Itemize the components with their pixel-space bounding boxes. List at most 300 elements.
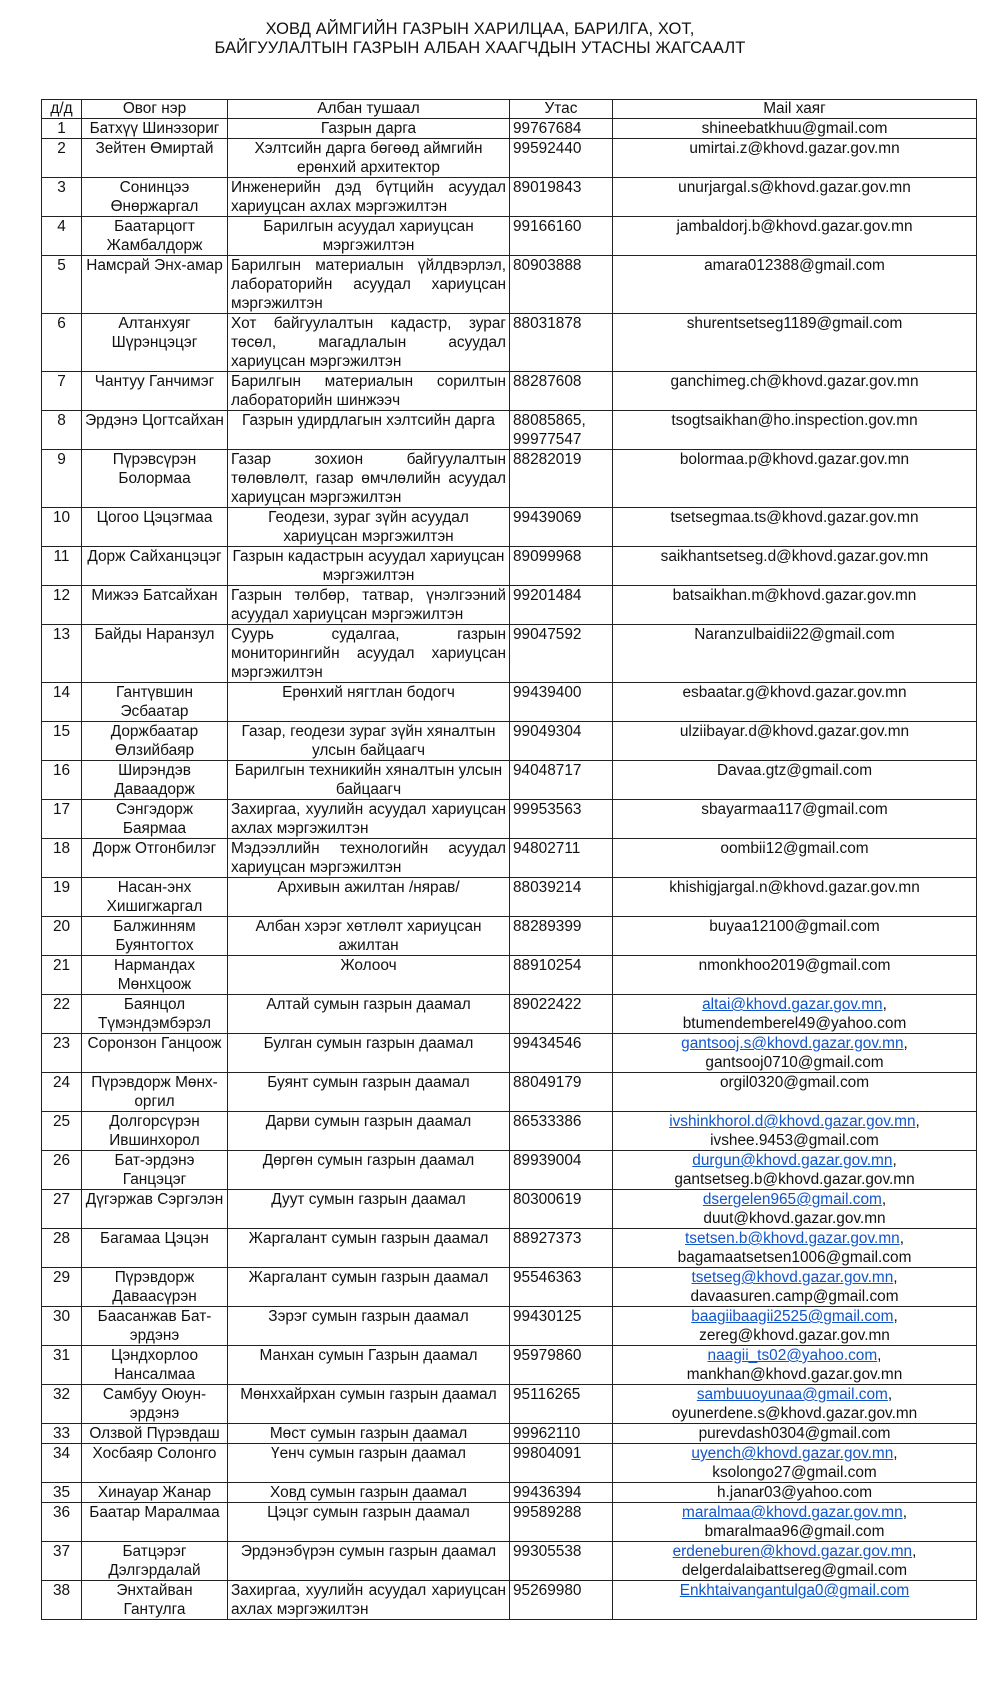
- job-position: Геодези, зураг зүйн асуудал хариуцсан мэргэжилтэн: [228, 508, 510, 547]
- job-position: Мөст сумын газрын даамал: [228, 1424, 510, 1444]
- employee-name: Насан-энх Хишигжаргал: [82, 878, 228, 917]
- table-row: [42, 1151, 977, 1190]
- email-address: tsetsegmaa.ts@khovd.gazar.gov.mn: [670, 509, 919, 526]
- email-cell: [613, 1542, 977, 1581]
- email-line: [616, 1444, 973, 1463]
- email-address: oombii12@gmail.com: [720, 840, 869, 857]
- table-row: [42, 722, 977, 761]
- email-cell: [613, 956, 977, 995]
- email-line: [616, 1034, 973, 1053]
- row-number: 16: [42, 761, 82, 800]
- email-separator: ,: [877, 1347, 882, 1364]
- row-number: 13: [42, 625, 82, 683]
- job-position: Жаргалант сумын газрын даамал: [228, 1229, 510, 1268]
- phone-number: 88927373: [510, 1229, 613, 1268]
- column-header-email: Mail хаяг: [613, 100, 977, 119]
- row-number: 37: [42, 1542, 82, 1581]
- email-cell: [613, 450, 977, 508]
- phone-number: 88085865, 99977547: [510, 411, 613, 450]
- row-number: 2: [42, 139, 82, 178]
- email-cell: [613, 586, 977, 625]
- row-number: 19: [42, 878, 82, 917]
- phone-number: 88049179: [510, 1073, 613, 1112]
- job-position: Инженерийн дэд бүтцийн асуудал хариуцсан ахлах мэргэжилтэн: [228, 178, 510, 217]
- phone-number: 94048717: [510, 761, 613, 800]
- email-address: Naranzulbaidii22@gmail.com: [694, 626, 895, 643]
- email-cell: [613, 1229, 977, 1268]
- column-header-phone: Утас: [510, 100, 613, 119]
- email-address: ulziibayar.d@khovd.gazar.gov.mn: [679, 723, 910, 740]
- email-line: [616, 995, 973, 1014]
- phone-number: 99047592: [510, 625, 613, 683]
- email-line: [616, 256, 973, 275]
- table-body: [42, 119, 977, 1620]
- email-separator: ,: [887, 1386, 893, 1403]
- job-position: Захиргаа, хуулийн асуудал хариуцсан ахлах мэргэжилтэн: [228, 1581, 510, 1620]
- phone-number: 99049304: [510, 722, 613, 761]
- row-number: 17: [42, 800, 82, 839]
- email-link[interactable]: altai@khovd.gazar.gov.mn: [702, 996, 883, 1013]
- table-row: [42, 1073, 977, 1112]
- table-row: [42, 256, 977, 314]
- email-line: [616, 683, 973, 702]
- table-row: [42, 917, 977, 956]
- phone-number: 88910254: [510, 956, 613, 995]
- row-number: 7: [42, 372, 82, 411]
- table-row: [42, 625, 977, 683]
- job-position: Газрын кадастрын асуудал хариуцсан мэргэжилтэн: [228, 547, 510, 586]
- email-separator: ,: [893, 1308, 898, 1325]
- email-line: [616, 1209, 973, 1228]
- email-link[interactable]: ivshinkhorol.d@khovd.gazar.gov.mn: [669, 1113, 916, 1130]
- email-address: nmonkhoo2019@gmail.com: [698, 957, 891, 974]
- job-position: Газрын төлбөр, татвар, үнэлгээний асуудал хариуцсан мэргэжилтэн: [228, 586, 510, 625]
- employee-name: Сэнгэдорж Баярмаа: [82, 800, 228, 839]
- email-cell: [613, 800, 977, 839]
- phone-number: 89939004: [510, 1151, 613, 1190]
- row-number: 8: [42, 411, 82, 450]
- employee-name: Багамаа Цэцэн: [82, 1229, 228, 1268]
- employee-name: Самбуу Оюун-эрдэнэ: [82, 1385, 228, 1424]
- email-cell: [613, 119, 977, 139]
- email-address: gantsooj0710@gmail.com: [705, 1054, 884, 1071]
- job-position: Газар зохион байгуулалтын төлөвлөлт, газар өмчлөлийн асуудал хариуцсан мэргэжилтэн: [228, 450, 510, 508]
- table-header-row: [42, 100, 977, 119]
- email-link[interactable]: maralmaa@khovd.gazar.gov.mn: [682, 1504, 903, 1521]
- email-line: [616, 1424, 973, 1443]
- job-position: Жаргалант сумын газрын даамал: [228, 1268, 510, 1307]
- table-row: [42, 761, 977, 800]
- table-row: [42, 314, 977, 372]
- phone-number: 89022422: [510, 995, 613, 1034]
- email-line: [616, 1170, 973, 1189]
- staff-contact-table: [41, 99, 977, 1620]
- email-address: jambaldorj.b@khovd.gazar.gov.mn: [676, 218, 913, 235]
- email-address: oyunerdene.s@khovd.gazar.gov.mn: [671, 1405, 918, 1422]
- email-line: [616, 1287, 973, 1306]
- phone-number: 99436394: [510, 1483, 613, 1503]
- email-line: [616, 314, 973, 333]
- email-address: unurjargal.s@khovd.gazar.gov.mn: [678, 179, 911, 196]
- job-position: Хот байгуулалтын кадастр, зураг төсөл, магадлалын асуудал хариуцсан мэргэжилтэн: [228, 314, 510, 372]
- phone-number: 99166160: [510, 217, 613, 256]
- email-line: [616, 1229, 973, 1248]
- row-number: 27: [42, 1190, 82, 1229]
- employee-name: Пүрэвдорж Мөнх-оргил: [82, 1073, 228, 1112]
- email-cell: [613, 256, 977, 314]
- job-position: Мэдээллийн технологийн асуудал хариуцсан мэргэжилтэн: [228, 839, 510, 878]
- row-number: 38: [42, 1581, 82, 1620]
- phone-number: 94802711: [510, 839, 613, 878]
- email-separator: ,: [902, 1504, 907, 1521]
- row-number: 20: [42, 917, 82, 956]
- job-position: Алтай сумын газрын даамал: [228, 995, 510, 1034]
- table-row: [42, 1307, 977, 1346]
- row-number: 23: [42, 1034, 82, 1073]
- job-position: Үенч сумын газрын даамал: [228, 1444, 510, 1483]
- employee-name: Баянцол Түмэндэмбэрэл: [82, 995, 228, 1034]
- email-separator: ,: [899, 1230, 904, 1247]
- phone-number: 88287608: [510, 372, 613, 411]
- row-number: 12: [42, 586, 82, 625]
- row-number: 1: [42, 119, 82, 139]
- email-line: [616, 1248, 973, 1267]
- email-line: [616, 1053, 973, 1072]
- employee-name: Мижээ Батсайхан: [82, 586, 228, 625]
- email-line: [616, 722, 973, 741]
- email-line: [616, 917, 973, 936]
- column-header-number: д/д: [42, 100, 82, 119]
- phone-number: 95269980: [510, 1581, 613, 1620]
- employee-name: Соронзон Ганцоож: [82, 1034, 228, 1073]
- email-link[interactable]: sambuuoyunaa@gmail.com: [696, 1386, 888, 1403]
- email-address: ksolongo27@gmail.com: [712, 1464, 877, 1481]
- email-cell: [613, 683, 977, 722]
- table-row: [42, 217, 977, 256]
- employee-name: Баатарцогт Жамбалдорж: [82, 217, 228, 256]
- phone-number: 80300619: [510, 1190, 613, 1229]
- email-cell: [613, 314, 977, 372]
- email-cell: [613, 1151, 977, 1190]
- job-position: Буянт сумын газрын даамал: [228, 1073, 510, 1112]
- email-address: davaasuren.camp@gmail.com: [690, 1288, 899, 1305]
- row-number: 33: [42, 1424, 82, 1444]
- phone-number: 95979860: [510, 1346, 613, 1385]
- email-cell: [613, 547, 977, 586]
- email-separator: ,: [915, 1113, 920, 1130]
- job-position: Барилгын техникийн хяналтын улсын байцаагч: [228, 761, 510, 800]
- employee-name: Ширэндэв Даваадорж: [82, 761, 228, 800]
- employee-name: Баасанжав Бат-эрдэнэ: [82, 1307, 228, 1346]
- email-line: [616, 625, 973, 644]
- email-link[interactable]: uyench@khovd.gazar.gov.mn: [691, 1445, 894, 1462]
- email-line: [616, 1346, 973, 1365]
- email-link[interactable]: naagii_ts02@yahoo.com: [707, 1347, 878, 1364]
- row-number: 11: [42, 547, 82, 586]
- email-link[interactable]: baagiibaagii2525@gmail.com: [691, 1308, 894, 1325]
- table-row: [42, 139, 977, 178]
- email-line: [616, 1483, 973, 1502]
- phone-number: 99953563: [510, 800, 613, 839]
- table-row: [42, 119, 977, 139]
- email-link[interactable]: erdeneburen@khovd.gazar.gov.mn: [672, 1543, 913, 1560]
- email-address: h.janar03@yahoo.com: [716, 1484, 873, 1501]
- email-address: shurentsetseg1189@gmail.com: [686, 315, 903, 332]
- email-line: [616, 1463, 973, 1482]
- email-cell: [613, 1424, 977, 1444]
- email-line: [616, 839, 973, 858]
- table-row: [42, 178, 977, 217]
- phone-number: 99767684: [510, 119, 613, 139]
- phone-number: 88031878: [510, 314, 613, 372]
- job-position: Газрын дарга: [228, 119, 510, 139]
- row-number: 18: [42, 839, 82, 878]
- job-position: Архивын ажилтан /нярав/: [228, 878, 510, 917]
- email-line: [616, 139, 973, 158]
- row-number: 29: [42, 1268, 82, 1307]
- row-number: 26: [42, 1151, 82, 1190]
- title-line-1: ХОВД АЙМГИЙН ГАЗРЫН ХАРИЛЦАА, БАРИЛГА, ХОТ,: [265, 20, 695, 38]
- employee-name: Дорж Отгонбилэг: [82, 839, 228, 878]
- email-line: [616, 1326, 973, 1345]
- email-line: [616, 1268, 973, 1287]
- email-line: [616, 547, 973, 566]
- email-address: orgil0320@gmail.com: [719, 1074, 870, 1091]
- email-address: duut@khovd.gazar.gov.mn: [703, 1210, 886, 1227]
- email-address: gantsetseg.b@khovd.gazar.gov.mn: [674, 1171, 915, 1188]
- job-position: Барилгын материалын сорилтын лабораторийн шинжээч: [228, 372, 510, 411]
- employee-name: Сонинцээ Өнөржаргал: [82, 178, 228, 217]
- email-line: [616, 878, 973, 897]
- employee-name: Нармандах Мөнхцоож: [82, 956, 228, 995]
- job-position: Ховд сумын газрын даамал: [228, 1483, 510, 1503]
- job-position: Барилгын материалын үйлдвэрлэл, лабораторийн асуудал хариуцсан мэргэжилтэн: [228, 256, 510, 314]
- email-separator: ,: [882, 996, 887, 1013]
- email-link[interactable]: dsergelen965@gmail.com: [702, 1191, 882, 1208]
- employee-name: Баатар Маралмаа: [82, 1503, 228, 1542]
- table-row: [42, 1229, 977, 1268]
- email-address: tsogtsaikhan@ho.inspection.gov.mn: [671, 412, 918, 429]
- email-cell: [613, 839, 977, 878]
- email-line: [616, 411, 973, 430]
- table-row: [42, 586, 977, 625]
- email-line: [616, 178, 973, 197]
- email-address: ganchimeg.ch@khovd.gazar.gov.mn: [670, 373, 919, 390]
- email-cell: [613, 1112, 977, 1151]
- email-address: sbayarmaa117@gmail.com: [701, 801, 888, 818]
- employee-name: Долгорсүрэн Ившинхорол: [82, 1112, 228, 1151]
- table-row: [42, 839, 977, 878]
- email-line: [616, 1561, 973, 1580]
- email-line: [616, 800, 973, 819]
- email-line: [616, 217, 973, 236]
- email-cell: [613, 1073, 977, 1112]
- email-cell: [613, 217, 977, 256]
- email-cell: [613, 178, 977, 217]
- table-row: [42, 1444, 977, 1483]
- employee-name: Энхтайван Гантулга: [82, 1581, 228, 1620]
- email-line: [616, 508, 973, 527]
- email-cell: [613, 1385, 977, 1424]
- column-header-name: Овог нэр: [82, 100, 228, 119]
- employee-name: Гантүвшин Эсбаатар: [82, 683, 228, 722]
- email-cell: [613, 1581, 977, 1620]
- email-cell: [613, 917, 977, 956]
- job-position: Дуут сумын газрын даамал: [228, 1190, 510, 1229]
- job-position: Албан хэрэг хөтлөлт хариуцсан ажилтан: [228, 917, 510, 956]
- table-row: [42, 956, 977, 995]
- employee-name: Дүгэржав Сэргэлэн: [82, 1190, 228, 1229]
- job-position: Газар, геодези зураг зүйн хяналтын улсын байцаагч: [228, 722, 510, 761]
- job-position: Цэцэг сумын газрын даамал: [228, 1503, 510, 1542]
- email-link[interactable]: tsetsen.b@khovd.gazar.gov.mn: [685, 1230, 900, 1247]
- employee-name: Хинауар Жанар: [82, 1483, 228, 1503]
- employee-name: Зейтен Өмиртай: [82, 139, 228, 178]
- row-number: 28: [42, 1229, 82, 1268]
- email-line: [616, 1190, 973, 1209]
- table-row: [42, 1034, 977, 1073]
- job-position: Дарви сумын газрын даамал: [228, 1112, 510, 1151]
- email-address: umirtai.z@khovd.gazar.gov.mn: [689, 140, 900, 157]
- email-cell: [613, 761, 977, 800]
- employee-name: Пүрэвсүрэн Болормаа: [82, 450, 228, 508]
- email-link[interactable]: tsetseg@khovd.gazar.gov.mn: [691, 1269, 894, 1286]
- phone-number: 99962110: [510, 1424, 613, 1444]
- phone-number: 88289399: [510, 917, 613, 956]
- email-address: zereg@khovd.gazar.gov.mn: [699, 1327, 890, 1344]
- email-line: [616, 1307, 973, 1326]
- email-line: [616, 761, 973, 780]
- email-cell: [613, 1268, 977, 1307]
- table-row: [42, 800, 977, 839]
- row-number: 36: [42, 1503, 82, 1542]
- email-line: [616, 1014, 973, 1033]
- email-line: [616, 1151, 973, 1170]
- email-line: [616, 586, 973, 605]
- email-link[interactable]: durgun@khovd.gazar.gov.mn: [692, 1152, 893, 1169]
- title-line-2: БАЙГУУЛАЛТЫН ГАЗРЫН АЛБАН ХААГЧДЫН УТАСНЫ ЖАГСААЛТ: [214, 39, 746, 57]
- email-address: saikhantsetseg.d@khovd.gazar.gov.mn: [660, 548, 929, 565]
- employee-name: Намсрай Энх-амар: [82, 256, 228, 314]
- employee-name: Эрдэнэ Цогтсайхан: [82, 411, 228, 450]
- email-line: [616, 1365, 973, 1384]
- employee-name: Алтанхуяг Шүрэнцэцэг: [82, 314, 228, 372]
- phone-number: 99430125: [510, 1307, 613, 1346]
- email-link[interactable]: gantsooj.s@khovd.gazar.gov.mn: [681, 1035, 904, 1052]
- email-line: [616, 1385, 973, 1404]
- table-row: [42, 547, 977, 586]
- row-number: 32: [42, 1385, 82, 1424]
- phone-number: 89019843: [510, 178, 613, 217]
- phone-number: 99589288: [510, 1503, 613, 1542]
- phone-number: 99439069: [510, 508, 613, 547]
- employee-name: Балжинням Буянтогтох: [82, 917, 228, 956]
- email-address: shineebatkhuu@gmail.com: [701, 120, 888, 137]
- table-row: [42, 878, 977, 917]
- job-position: Хэлтсийн дарга бөгөөд аймгийн ерөнхий архитектор: [228, 139, 510, 178]
- phone-number: 95546363: [510, 1268, 613, 1307]
- row-number: 6: [42, 314, 82, 372]
- email-address: purevdash0304@gmail.com: [698, 1425, 891, 1442]
- employee-name: Батцэрэг Дэлгэрдалай: [82, 1542, 228, 1581]
- email-separator: ,: [903, 1035, 908, 1052]
- email-address: delgerdalaibattsereg@gmail.com: [681, 1562, 908, 1579]
- job-position: Барилгын асуудал хариуцсан мэргэжилтэн: [228, 217, 510, 256]
- row-number: 34: [42, 1444, 82, 1483]
- email-cell: [613, 1307, 977, 1346]
- job-position: Эрдэнэбүрэн сумын газрын даамал: [228, 1542, 510, 1581]
- table-row: [42, 1112, 977, 1151]
- job-position: Ерөнхий нягтлан бодогч: [228, 683, 510, 722]
- row-number: 14: [42, 683, 82, 722]
- employee-name: Байды Наранзул: [82, 625, 228, 683]
- email-cell: [613, 722, 977, 761]
- email-cell: [613, 1483, 977, 1503]
- email-cell: [613, 508, 977, 547]
- phone-number: 88282019: [510, 450, 613, 508]
- job-position: Захиргаа, хуулийн асуудал хариуцсан ахлах мэргэжилтэн: [228, 800, 510, 839]
- row-number: 3: [42, 178, 82, 217]
- email-address: btumendemberel49@yahoo.com: [682, 1015, 907, 1032]
- employee-name: Цэндхорлоо Нансалмаа: [82, 1346, 228, 1385]
- table-row: [42, 1424, 977, 1444]
- employee-name: Хосбаяр Солонго: [82, 1444, 228, 1483]
- email-link[interactable]: Enkhtaivangantulga0@gmail.com: [679, 1582, 910, 1599]
- email-address: mankhan@khovd.gazar.gov.mn: [686, 1366, 903, 1383]
- email-cell: [613, 139, 977, 178]
- table-row: [42, 1483, 977, 1503]
- phone-number: 95116265: [510, 1385, 613, 1424]
- employee-name: Цогоо Цэцэгмаа: [82, 508, 228, 547]
- row-number: 31: [42, 1346, 82, 1385]
- email-address: bagamaatsetsen1006@gmail.com: [677, 1249, 912, 1266]
- email-separator: ,: [912, 1543, 917, 1560]
- phone-number: 86533386: [510, 1112, 613, 1151]
- table-row: [42, 683, 977, 722]
- email-line: [616, 1503, 973, 1522]
- phone-number: 99201484: [510, 586, 613, 625]
- column-header-position: Албан тушаал: [228, 100, 510, 119]
- phone-number: 88039214: [510, 878, 613, 917]
- email-address: khishigjargal.n@khovd.gazar.gov.mn: [669, 879, 920, 896]
- phone-number: 80903888: [510, 256, 613, 314]
- email-separator: ,: [881, 1191, 887, 1208]
- email-line: [616, 119, 973, 138]
- email-cell: [613, 1190, 977, 1229]
- job-position: Манхан сумын Газрын даамал: [228, 1346, 510, 1385]
- email-cell: [613, 411, 977, 450]
- email-separator: ,: [893, 1269, 898, 1286]
- table-row: [42, 508, 977, 547]
- table-row: [42, 1385, 977, 1424]
- row-number: 10: [42, 508, 82, 547]
- employee-name: Олзвой Пүрэвдаш: [82, 1424, 228, 1444]
- employee-name: Чантуу Ганчимэг: [82, 372, 228, 411]
- email-address: bmaralmaa96@gmail.com: [704, 1523, 885, 1540]
- job-position: Зэрэг сумын газрын даамал: [228, 1307, 510, 1346]
- employee-name: Бат-эрдэнэ Ганцэцэг: [82, 1151, 228, 1190]
- employee-name: Доржбаатар Өлзийбаяр: [82, 722, 228, 761]
- table-row: [42, 1542, 977, 1581]
- email-cell: [613, 372, 977, 411]
- row-number: 4: [42, 217, 82, 256]
- row-number: 5: [42, 256, 82, 314]
- table-row: [42, 995, 977, 1034]
- table-row: [42, 1190, 977, 1229]
- table-row: [42, 1268, 977, 1307]
- email-address: batsaikhan.m@khovd.gazar.gov.mn: [672, 587, 917, 604]
- employee-name: Дорж Сайханцэцэг: [82, 547, 228, 586]
